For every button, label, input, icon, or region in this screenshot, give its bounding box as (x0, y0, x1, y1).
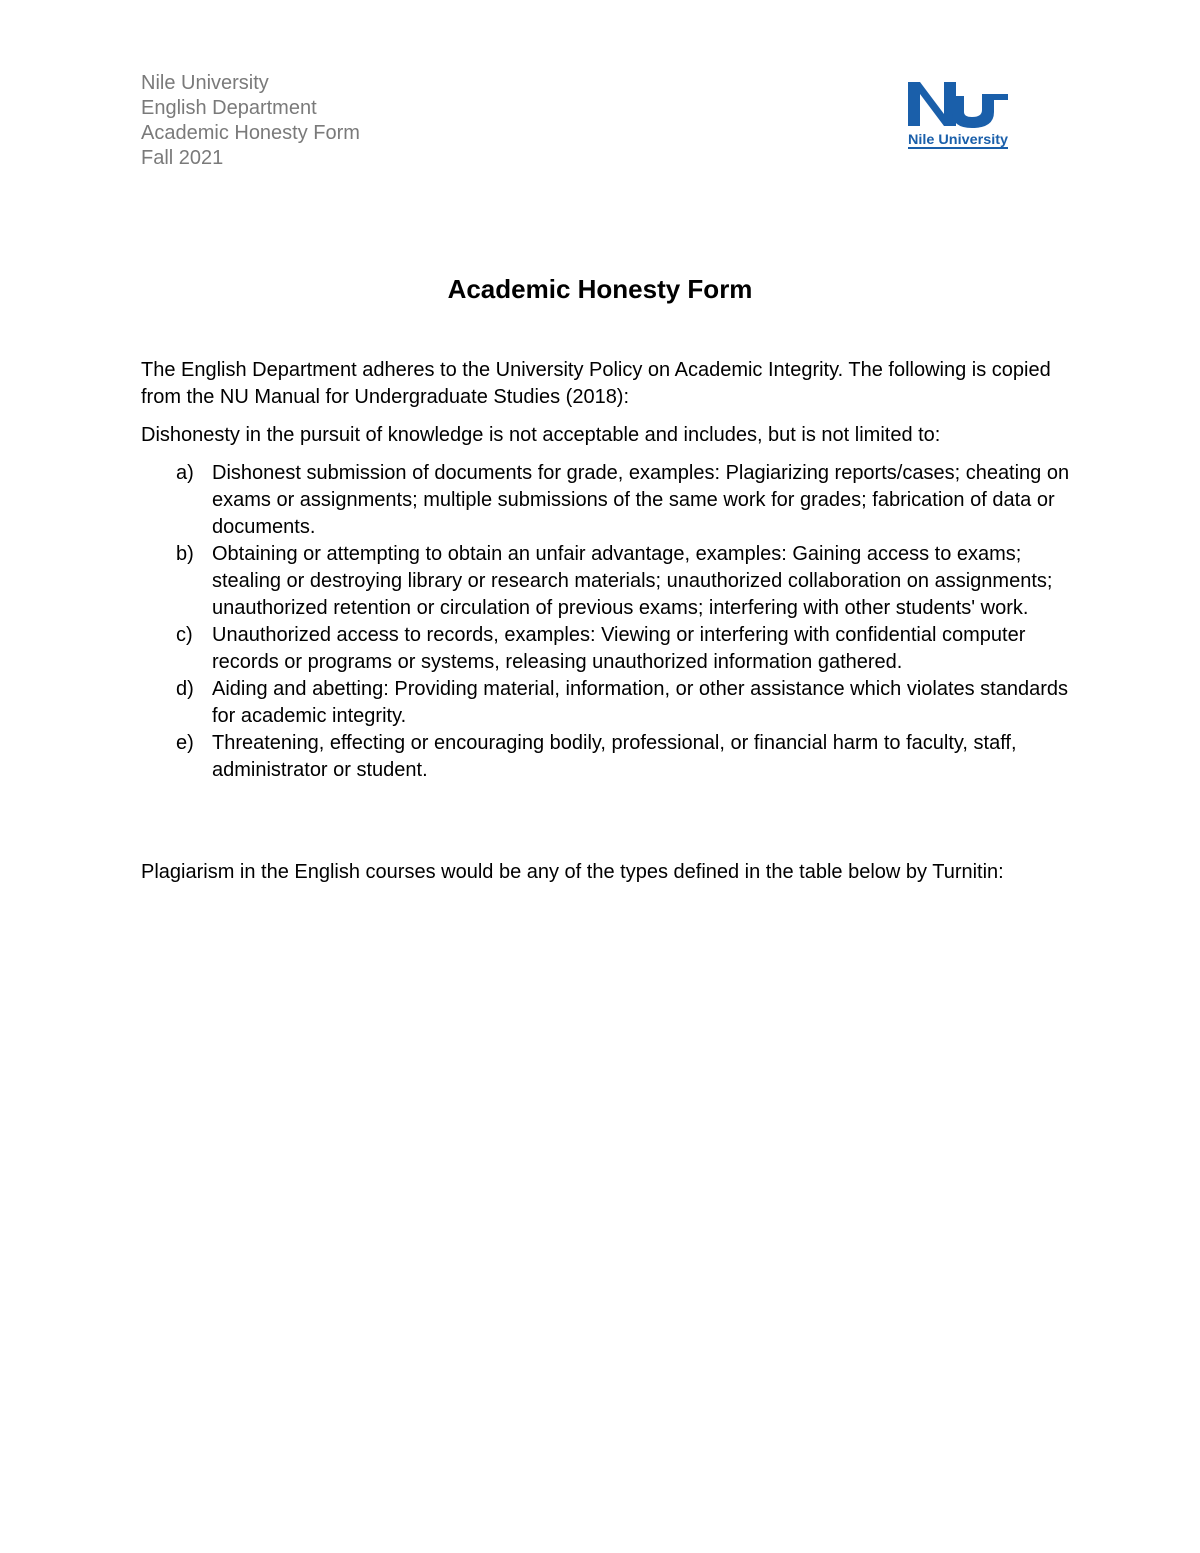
list-item-text: Aiding and abetting: Providing material, information, or other assistance which violates standards for academic integrity. (212, 678, 1069, 727)
list-item (141, 460, 1071, 541)
logo-u-shape (952, 96, 994, 128)
list-item-text: Dishonest submission of documents for grade, examples: Plagiarizing reports/cases; cheating on exams or assignments; multiple submissions of the same work for grades; fabrication of data or documents. (212, 462, 1070, 538)
list-marker: d) (176, 678, 194, 700)
plagiarism-paragraph: Plagiarism in the English courses would be any of the types defined in the table below by Turnitin: (141, 861, 1004, 883)
list-item (141, 622, 1071, 676)
nile-university-logo (906, 80, 1010, 152)
list-item (141, 541, 1071, 622)
dishonesty-lead: Dishonesty in the pursuit of knowledge is not acceptable and includes, but is not limited to: (141, 424, 941, 446)
dishonesty-list (141, 460, 1071, 784)
list-item (141, 676, 1071, 730)
logo-n-shape (908, 82, 956, 126)
list-marker: b) (176, 543, 194, 565)
page-title: Academic Honesty Form (447, 274, 753, 304)
list-item-text: Obtaining or attempting to obtain an unfair advantage, examples: Gaining access to exams; stealing or destroying library or research materials; unauthorized collaboration on assignments; unauthorized retention or circulation of previous exams; interfering with other students' work. (212, 543, 1053, 619)
list-marker: c) (176, 624, 193, 646)
list-marker: a) (176, 462, 194, 484)
logo-text: Nile University (908, 131, 1009, 147)
header-department: English Department (141, 97, 317, 119)
list-item-text: Unauthorized access to records, examples: Viewing or interfering with confidential computer records or programs or systems, releasing unauthorized information gathered. (212, 624, 1026, 673)
header-university: Nile University (141, 72, 269, 94)
document-header (141, 71, 360, 171)
intro-paragraph: The English Department adheres to the University Policy on Academic Integrity. The following is copied from the NU Manual for Undergraduate Studies (2018): (141, 359, 1051, 408)
list-marker: e) (176, 732, 194, 754)
header-form-name: Academic Honesty Form (141, 122, 360, 144)
header-term: Fall 2021 (141, 147, 224, 169)
logo-bar (982, 94, 1008, 100)
list-item (141, 730, 1071, 784)
list-item-text: Threatening, effecting or encouraging bodily, professional, or financial harm to faculty, staff, administrator or student. (212, 732, 1017, 781)
